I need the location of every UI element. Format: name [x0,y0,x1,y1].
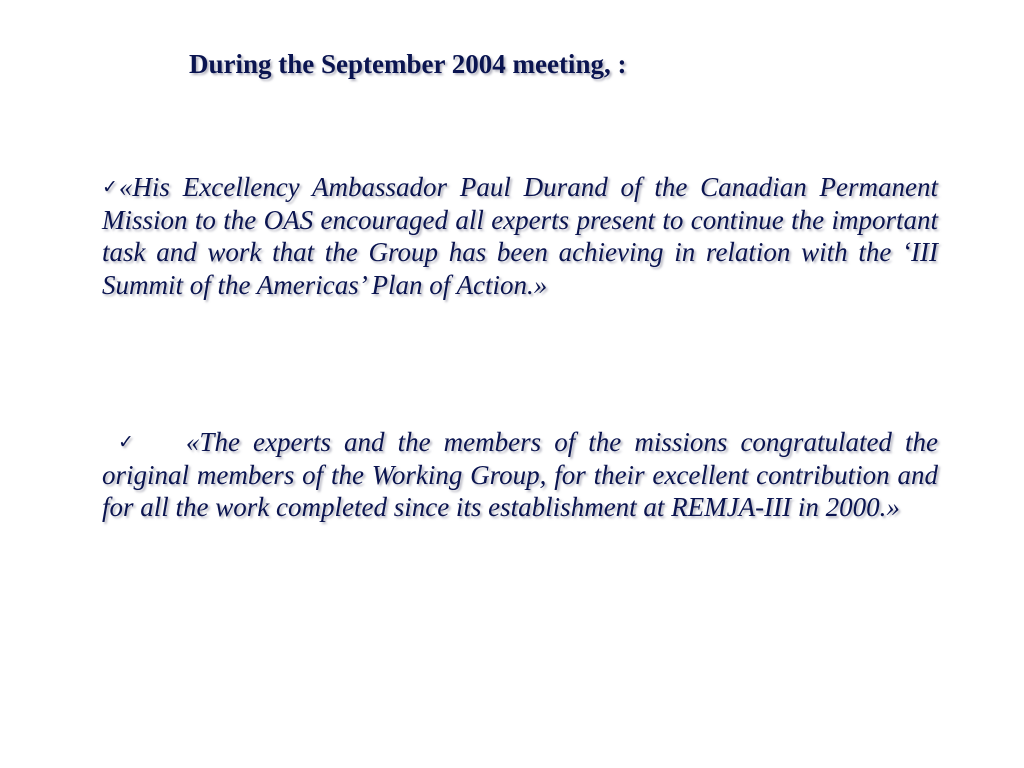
bullet-text: «The experts and the members of the missions congratulated the original members of the Working Group, for their excellent contribution and for all the work completed since its establishment at REMJA-III in 2000.» [102,427,938,522]
checkmark-icon: ✓ [118,432,134,453]
checkmark-icon: ✓ [102,177,118,198]
bullet-text: «His Excellency Ambassador Paul Durand of the Canadian Permanent Mission to the OAS encouraged all experts present to continue the important task and work that the Group has been achieving in relation with the ‘III Summit of the Americas’ Plan of Action.» [102,172,938,300]
slide-title: During the September 2004 meeting, : [189,49,627,79]
bullet-item-experts-congratulations [102,426,938,524]
bullet-item-ambassador-remarks [102,171,938,301]
